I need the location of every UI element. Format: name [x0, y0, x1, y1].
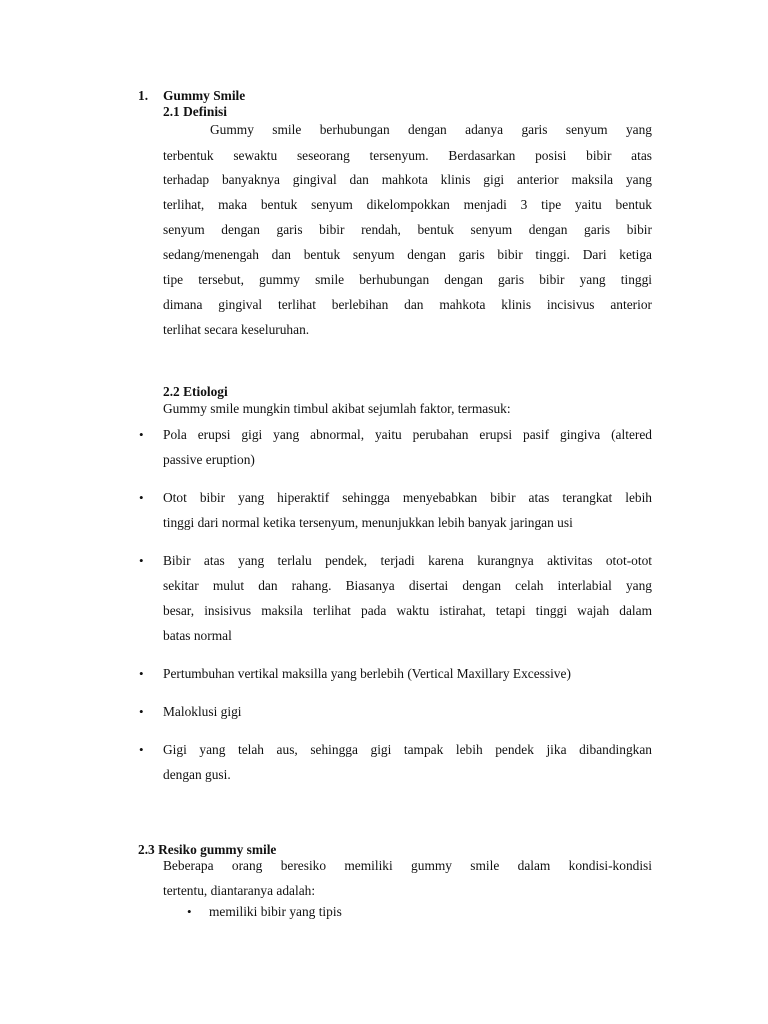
bullet-icon: • [139, 427, 144, 442]
etiologi-intro: Gummy smile mungkin timbul akibat sejumlah faktor, termasuk: [163, 401, 511, 416]
section-title: Gummy Smile [163, 88, 246, 103]
list-item-line: dengan gusi. [163, 767, 231, 782]
list-item-line: memiliki bibir yang tipis [209, 904, 342, 919]
list-item-line: besar, insisivus maksila terlihat pada waktu istirahat, tetapi tinggi wajah dalam [163, 603, 652, 618]
paragraph-line: terlihat, maka bentuk senyum dikelompokkan menjadi 3 tipe yaitu bentuk [163, 197, 652, 212]
etiologi-heading: 2.2 Etiologi [163, 384, 228, 399]
bullet-icon: • [139, 666, 144, 681]
definisi-heading: 2.1 Definisi [163, 104, 227, 119]
list-item-line: Otot bibir yang hiperaktif sehingga menyebabkan bibir atas terangkat lebih [163, 490, 652, 505]
list-item-line: Bibir atas yang terlalu pendek, terjadi karena kurangnya aktivitas otot-otot [163, 553, 652, 568]
paragraph-line: terbentuk sewaktu seseorang tersenyum. Berdasarkan posisi bibir atas [163, 148, 652, 163]
paragraph-line: dimana gingival terlihat berlebihan dan mahkota klinis incisivus anterior [163, 297, 652, 312]
bullet-icon: • [139, 553, 144, 568]
list-item-line: batas normal [163, 628, 232, 643]
list-item-line: tinggi dari normal ketika tersenyum, menunjukkan lebih banyak jaringan usi [163, 515, 573, 530]
list-item-line: passive eruption) [163, 452, 255, 467]
list-item-line: Pertumbuhan vertikal maksilla yang berlebih (Vertical Maxillary Excessive) [163, 666, 571, 681]
list-item-line: Gigi yang telah aus, sehingga gigi tampak lebih pendek jika dibandingkan [163, 742, 652, 757]
paragraph-line: sedang/menengah dan bentuk senyum dengan garis bibir tinggi. Dari ketiga [163, 247, 652, 262]
bullet-icon: • [139, 704, 144, 719]
resiko-heading: 2.3 Resiko gummy smile [138, 842, 277, 857]
paragraph-line: terlihat secara keseluruhan. [163, 322, 310, 337]
bullet-icon: • [187, 904, 192, 919]
paragraph-line: senyum dengan garis bibir rendah, bentuk senyum dengan garis bibir [163, 222, 652, 237]
list-item-line: Pola erupsi gigi yang abnormal, yaitu perubahan erupsi pasif gingiva (altered [163, 427, 652, 442]
bullet-icon: • [139, 742, 144, 757]
section-number: 1. [138, 88, 149, 103]
list-item-line: Maloklusi gigi [163, 704, 242, 719]
paragraph-line: terhadap banyaknya gingival dan mahkota klinis gigi anterior maksila yang [163, 172, 652, 187]
list-item-line: sekitar mulut dan rahang. Biasanya disertai dengan celah interlabial yang [163, 578, 652, 593]
paragraph-line: tipe tersebut, gummy smile berhubungan dengan garis bibir yang tinggi [163, 272, 652, 287]
resiko-line: Beberapa orang beresiko memiliki gummy smile dalam kondisi-kondisi [163, 858, 652, 873]
bullet-icon: • [139, 490, 144, 505]
paragraph-line: Gummy smile berhubungan dengan adanya garis senyum yang [210, 122, 652, 137]
resiko-line: tertentu, diantaranya adalah: [163, 883, 316, 898]
